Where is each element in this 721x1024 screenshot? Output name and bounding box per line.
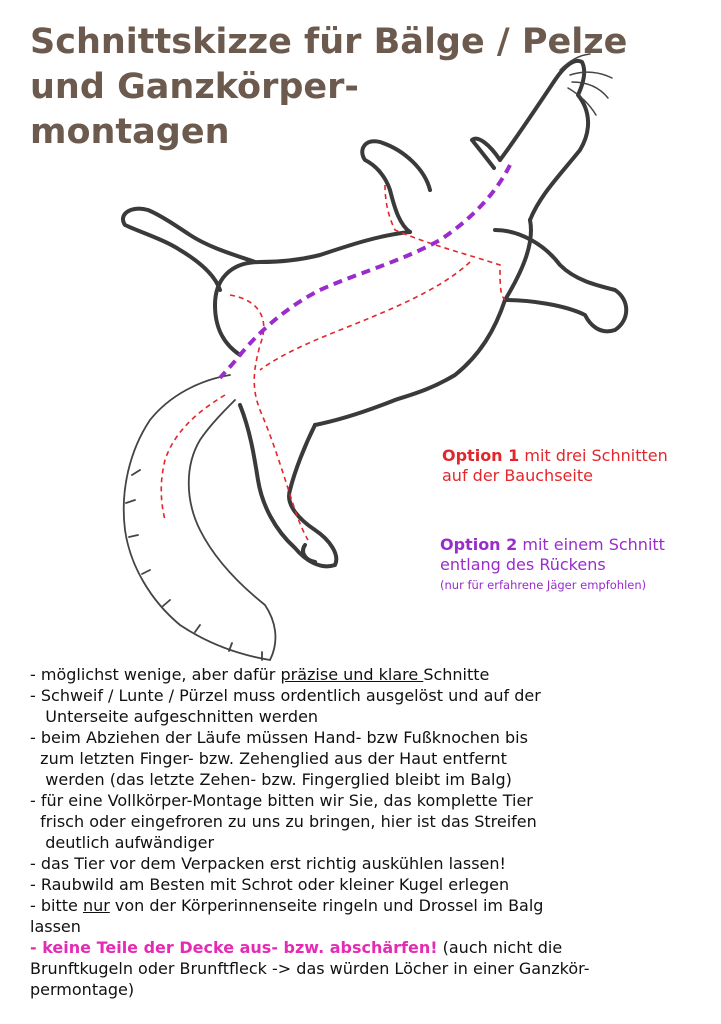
option2-text-1: mit einem Schnitt (517, 535, 665, 554)
instruction-2a: - Schweif / Lunte / Pürzel muss ordentlich ausgelöst und auf der (30, 686, 541, 705)
warning-text: - keine Teile der Decke aus- bzw. abschärfen! (30, 938, 438, 957)
instruction-3a: - beim Abziehen der Läufe müssen Hand- bzw Fußknochen bis (30, 728, 528, 747)
option2-note: (nur für erfahrene Jäger empfohlen) (440, 578, 647, 592)
instruction-8 (30, 938, 710, 958)
instruction-4b: frisch oder eingefroren zu uns zu bringen, hier ist das Streifen (30, 812, 537, 831)
instruction-1-underlined: präzise und klare (280, 665, 424, 684)
fox-hind-leg-left (123, 209, 255, 290)
instruction-7-end: von der Körperinnenseite ringeln und Drossel im Balg (109, 896, 544, 915)
instruction-4a: - für eine Vollkörper-Montage bitten wir Sie, das komplette Tier (30, 791, 533, 810)
instruction-7 (30, 896, 710, 916)
instruction-3b: zum letzten Finger- bzw. Zehenglied aus der Haut entfernt (30, 749, 507, 768)
option2-label: Option 2 (440, 535, 518, 554)
title-line-2: und Ganzkörper- (30, 66, 359, 107)
option2-text-2: entlang des Rückens (440, 555, 606, 574)
fox-tail-fur (126, 470, 262, 660)
instruction-7-text: - bitte (30, 896, 83, 915)
option1-text-2: auf der Bauchseite (442, 466, 593, 485)
instruction-3c: werden (das letzte Zehen- bzw. Fingerglied bleibt im Balg) (30, 770, 512, 789)
instruction-1 (30, 665, 710, 685)
fox-ear (472, 139, 500, 168)
instruction-5: - das Tier vor dem Verpacken erst richtig auskühlen lassen! (30, 854, 506, 873)
fox-tail-outline (124, 375, 276, 660)
option1-cut-hind-leg (230, 295, 308, 540)
instruction-8c: permontage) (30, 980, 135, 999)
instruction-7-underlined: nur (82, 896, 110, 915)
option2-cut-back (220, 165, 510, 378)
instruction-8-rest: (auch nicht die (437, 938, 563, 957)
instructions-list (30, 665, 710, 1001)
instruction-1-end: Schnitte (423, 665, 490, 684)
title-line-3: montagen (30, 111, 230, 152)
option1-label: Option 1 (442, 446, 520, 465)
fox-hind-leg-right (240, 405, 336, 566)
option2-legend (440, 535, 665, 592)
fox-front-leg-lower (362, 141, 430, 232)
fox-head-outline (500, 61, 588, 220)
option1-cut-belly (385, 185, 505, 300)
option1-text-1: mit drei Schnitten (519, 446, 668, 465)
instruction-8b: Brunftkugeln oder Brunftfleck -> das würden Löcher in einer Ganzkör- (30, 959, 590, 978)
title-line-1: Schnittskizze für Bälge / Pelze (30, 22, 628, 62)
instruction-2b: Unterseite aufgeschnitten werden (30, 707, 319, 726)
instruction-1-text: - möglichst wenige, aber dafür (30, 665, 281, 684)
instruction-6: - Raubwild am Besten mit Schrot oder kleiner Kugel erlegen (30, 875, 510, 894)
instruction-4c: deutlich aufwändiger (30, 833, 215, 852)
option1-legend (442, 446, 668, 486)
instruction-7b: lassen (30, 917, 81, 936)
option1-cut-front-leg (260, 262, 470, 370)
